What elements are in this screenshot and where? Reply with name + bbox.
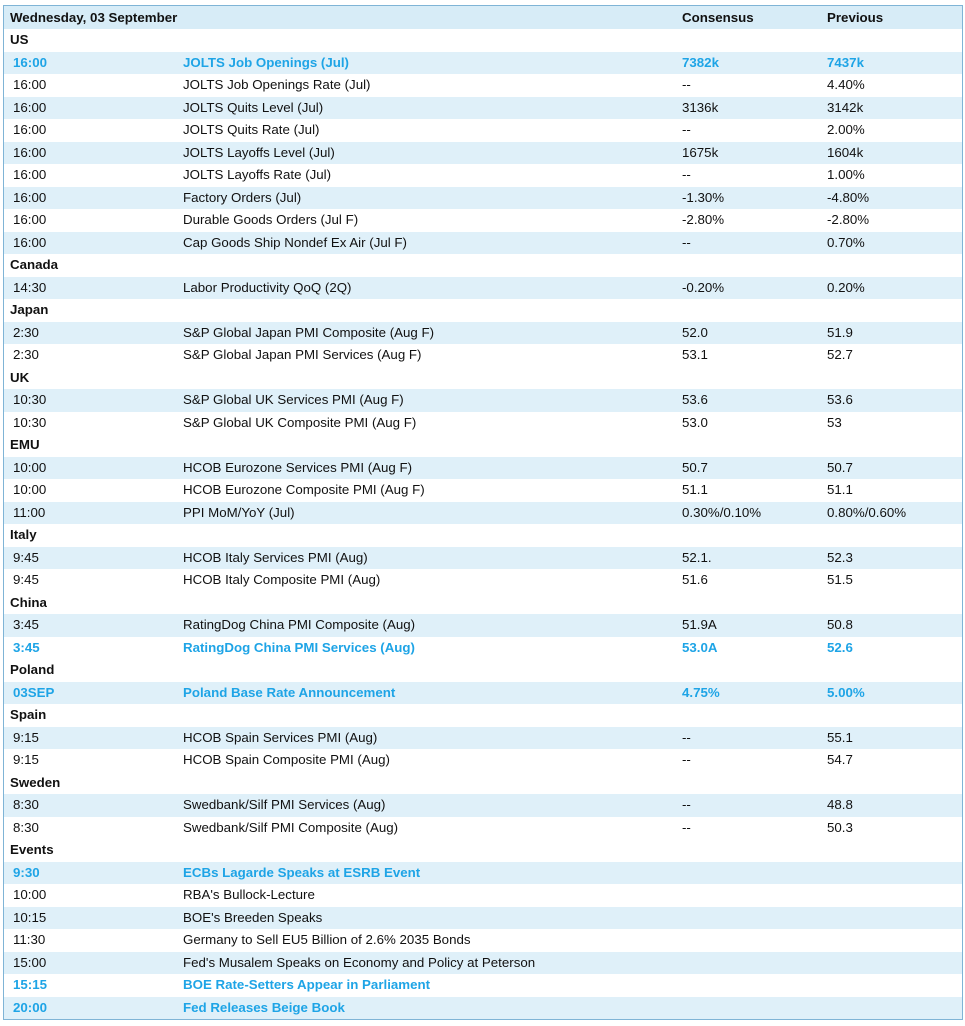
previous-column-header: Previous bbox=[827, 10, 884, 25]
previous-value: 50.7 bbox=[827, 459, 853, 475]
table-row-highlighted bbox=[4, 862, 962, 885]
event-name: Swedbank/Silf PMI Composite (Aug) bbox=[183, 819, 399, 835]
consensus-value: -- bbox=[682, 752, 691, 767]
event-name: PPI MoM/YoY (Jul) bbox=[183, 504, 295, 520]
region-header bbox=[4, 839, 962, 862]
previous-value: 48.8 bbox=[827, 797, 853, 812]
calendar-date: Wednesday, 03 September bbox=[10, 10, 178, 25]
previous-value: 54.7 bbox=[827, 752, 853, 767]
event-name: Factory Orders (Jul) bbox=[183, 189, 302, 205]
event-time: 2:30 bbox=[13, 347, 39, 362]
event-time: 8:30 bbox=[13, 797, 39, 812]
consensus-value: -- bbox=[682, 797, 691, 812]
previous-value: 4.40% bbox=[827, 77, 865, 92]
event-name: Durable Goods Orders (Jul F) bbox=[183, 212, 359, 227]
event-time: 9:15 bbox=[13, 729, 39, 745]
region-name: Sweden bbox=[10, 774, 61, 790]
event-name: ECBs Lagarde Speaks at ESRB Event bbox=[183, 864, 421, 880]
event-name: HCOB Eurozone Composite PMI (Aug F) bbox=[183, 482, 425, 497]
event-name: S&P Global Japan PMI Composite (Aug F) bbox=[183, 324, 435, 340]
previous-value: 3142k bbox=[827, 99, 864, 115]
event-time: 16:00 bbox=[13, 167, 47, 182]
event-time: 16:00 bbox=[13, 234, 47, 250]
region-header bbox=[4, 524, 962, 547]
region-name: Events bbox=[10, 842, 54, 857]
region-header bbox=[4, 592, 962, 615]
consensus-value: 7382k bbox=[682, 54, 719, 70]
consensus-value: 53.0 bbox=[682, 414, 708, 430]
consensus-value: 53.6 bbox=[682, 392, 708, 407]
event-time: 15:00 bbox=[13, 954, 47, 970]
event-time: 10:00 bbox=[13, 887, 47, 902]
event-name: JOLTS Job Openings Rate (Jul) bbox=[183, 77, 371, 92]
previous-value: 2.00% bbox=[827, 122, 865, 137]
previous-value: 5.00% bbox=[827, 684, 865, 700]
table-row bbox=[4, 232, 962, 255]
event-name: RBA's Bullock-Lecture bbox=[183, 887, 315, 902]
table-row bbox=[4, 569, 962, 592]
calendar-rows bbox=[4, 29, 962, 1019]
previous-value: 50.8 bbox=[827, 617, 853, 632]
table-row bbox=[4, 209, 962, 232]
previous-value: 0.70% bbox=[827, 234, 865, 250]
event-time: 3:45 bbox=[13, 617, 39, 632]
region-name: Japan bbox=[10, 302, 49, 317]
table-header bbox=[4, 6, 962, 29]
region-name: China bbox=[10, 594, 47, 610]
table-row bbox=[4, 277, 962, 300]
event-time: 03SEP bbox=[13, 684, 55, 700]
event-name: JOLTS Layoffs Level (Jul) bbox=[183, 144, 335, 160]
event-time: 11:30 bbox=[13, 932, 46, 947]
consensus-value: 1675k bbox=[682, 144, 719, 160]
table-row bbox=[4, 929, 962, 952]
event-name: JOLTS Layoffs Rate (Jul) bbox=[183, 167, 332, 182]
table-row bbox=[4, 389, 962, 412]
region-name: Poland bbox=[10, 662, 55, 677]
consensus-value: 51.1 bbox=[682, 482, 708, 497]
table-row bbox=[4, 74, 962, 97]
event-name: S&P Global UK Services PMI (Aug F) bbox=[183, 392, 404, 407]
region-header bbox=[4, 659, 962, 682]
consensus-value: -- bbox=[682, 234, 691, 250]
event-time: 10:00 bbox=[13, 482, 47, 497]
event-time: 16:00 bbox=[13, 189, 47, 205]
region-name: Spain bbox=[10, 707, 47, 722]
previous-value: 52.7 bbox=[827, 347, 853, 362]
event-time: 9:45 bbox=[13, 549, 39, 565]
previous-value: 1604k bbox=[827, 144, 864, 160]
consensus-value: -2.80% bbox=[682, 212, 725, 227]
event-name: Labor Productivity QoQ (2Q) bbox=[183, 279, 352, 295]
consensus-column-header: Consensus bbox=[682, 10, 754, 25]
table-row bbox=[4, 142, 962, 165]
event-name: RatingDog China PMI Composite (Aug) bbox=[183, 617, 416, 632]
event-time: 16:00 bbox=[13, 77, 47, 92]
consensus-value: 50.7 bbox=[682, 459, 708, 475]
table-row bbox=[4, 884, 962, 907]
previous-value: 52.6 bbox=[827, 639, 853, 655]
event-time: 10:15 bbox=[13, 909, 47, 925]
previous-value: -4.80% bbox=[827, 189, 870, 205]
event-name: Poland Base Rate Announcement bbox=[183, 684, 396, 700]
table-row bbox=[4, 749, 962, 772]
region-name: EMU bbox=[10, 437, 40, 452]
event-time: 9:15 bbox=[13, 752, 39, 767]
region-header bbox=[4, 772, 962, 795]
event-time: 16:00 bbox=[13, 122, 47, 137]
table-row bbox=[4, 794, 962, 817]
consensus-value: -- bbox=[682, 167, 691, 182]
consensus-value: -0.20% bbox=[682, 279, 725, 295]
event-name: HCOB Italy Composite PMI (Aug) bbox=[183, 572, 381, 587]
table-row bbox=[4, 187, 962, 210]
table-row bbox=[4, 547, 962, 570]
previous-value: 7437k bbox=[827, 54, 864, 70]
previous-value: 0.80%/0.60% bbox=[827, 504, 907, 520]
event-time: 10:00 bbox=[13, 459, 47, 475]
economic-calendar-table bbox=[3, 5, 963, 1020]
table-row bbox=[4, 817, 962, 840]
table-row-highlighted bbox=[4, 52, 962, 75]
previous-value: 52.3 bbox=[827, 549, 853, 565]
table-row-highlighted bbox=[4, 682, 962, 705]
previous-value: 53 bbox=[827, 414, 842, 430]
consensus-value: 53.1 bbox=[682, 347, 708, 362]
previous-value: 50.3 bbox=[827, 819, 853, 835]
event-time: 10:30 bbox=[13, 392, 47, 407]
event-name: Cap Goods Ship Nondef Ex Air (Jul F) bbox=[183, 234, 407, 250]
previous-value: -2.80% bbox=[827, 212, 870, 227]
region-header bbox=[4, 254, 962, 277]
table-row bbox=[4, 97, 962, 120]
table-row-highlighted bbox=[4, 637, 962, 660]
event-time: 10:30 bbox=[13, 414, 47, 430]
region-name: Italy bbox=[10, 527, 37, 542]
consensus-value: 53.0A bbox=[682, 639, 718, 655]
consensus-value: -- bbox=[682, 819, 691, 835]
event-name: HCOB Eurozone Services PMI (Aug F) bbox=[183, 459, 413, 475]
consensus-value: -- bbox=[682, 122, 691, 137]
consensus-value: -- bbox=[682, 77, 691, 92]
event-time: 3:45 bbox=[13, 639, 40, 655]
region-header bbox=[4, 299, 962, 322]
consensus-value: 51.9A bbox=[682, 617, 717, 632]
table-row bbox=[4, 457, 962, 480]
event-name: HCOB Italy Services PMI (Aug) bbox=[183, 549, 368, 565]
event-name: Fed's Musalem Speaks on Economy and Policy at Peterson bbox=[183, 954, 536, 970]
region-name: Canada bbox=[10, 257, 59, 272]
previous-value: 0.20% bbox=[827, 279, 865, 295]
consensus-value: 51.6 bbox=[682, 572, 708, 587]
consensus-value: 52.0 bbox=[682, 324, 708, 340]
consensus-value: 52.1. bbox=[682, 549, 712, 565]
table-row bbox=[4, 344, 962, 367]
event-name: Swedbank/Silf PMI Services (Aug) bbox=[183, 797, 386, 812]
region-header bbox=[4, 704, 962, 727]
previous-value: 1.00% bbox=[827, 167, 865, 182]
event-name: S&P Global Japan PMI Services (Aug F) bbox=[183, 347, 422, 362]
consensus-value: -1.30% bbox=[682, 189, 725, 205]
event-name: Germany to Sell EU5 Billion of 2.6% 2035 Bonds bbox=[183, 932, 471, 947]
table-row bbox=[4, 412, 962, 435]
previous-value: 53.6 bbox=[827, 392, 853, 407]
previous-value: 55.1 bbox=[827, 729, 853, 745]
event-name: HCOB Spain Services PMI (Aug) bbox=[183, 729, 378, 745]
consensus-value: 3136k bbox=[682, 99, 719, 115]
event-name: BOE Rate-Setters Appear in Parliament bbox=[183, 977, 431, 992]
event-name: JOLTS Job Openings (Jul) bbox=[183, 54, 349, 70]
region-header bbox=[4, 29, 962, 52]
previous-value: 51.5 bbox=[827, 572, 853, 587]
table-row bbox=[4, 119, 962, 142]
table-row bbox=[4, 479, 962, 502]
event-name: JOLTS Quits Rate (Jul) bbox=[183, 122, 320, 137]
event-name: Fed Releases Beige Book bbox=[183, 999, 345, 1015]
region-header bbox=[4, 434, 962, 457]
table-row-highlighted bbox=[4, 997, 962, 1020]
event-time: 20:00 bbox=[13, 999, 48, 1015]
event-time: 15:15 bbox=[13, 977, 48, 992]
table-row bbox=[4, 614, 962, 637]
consensus-value: 0.30%/0.10% bbox=[682, 504, 762, 520]
event-name: BOE's Breeden Speaks bbox=[183, 909, 323, 925]
event-time: 16:00 bbox=[13, 212, 47, 227]
event-name: JOLTS Quits Level (Jul) bbox=[183, 99, 324, 115]
table-row bbox=[4, 907, 962, 930]
consensus-value: 4.75% bbox=[682, 684, 720, 700]
region-header bbox=[4, 367, 962, 390]
event-time: 11:00 bbox=[13, 504, 46, 520]
event-time: 16:00 bbox=[13, 99, 47, 115]
table-row bbox=[4, 727, 962, 750]
event-time: 8:30 bbox=[13, 819, 39, 835]
event-time: 16:00 bbox=[13, 144, 47, 160]
table-row bbox=[4, 322, 962, 345]
event-time: 9:30 bbox=[13, 864, 40, 880]
previous-value: 51.1 bbox=[827, 482, 853, 497]
event-name: RatingDog China PMI Services (Aug) bbox=[183, 639, 415, 655]
event-name: S&P Global UK Composite PMI (Aug F) bbox=[183, 414, 417, 430]
region-name: UK bbox=[10, 369, 30, 385]
region-name: US bbox=[10, 32, 29, 47]
event-time: 2:30 bbox=[13, 324, 39, 340]
table-row bbox=[4, 952, 962, 975]
event-time: 9:45 bbox=[13, 572, 39, 587]
event-time: 16:00 bbox=[13, 54, 48, 70]
consensus-value: -- bbox=[682, 729, 691, 745]
table-row bbox=[4, 164, 962, 187]
table-row bbox=[4, 502, 962, 525]
event-time: 14:30 bbox=[13, 279, 47, 295]
table-row-highlighted bbox=[4, 974, 962, 997]
event-name: HCOB Spain Composite PMI (Aug) bbox=[183, 752, 390, 767]
previous-value: 51.9 bbox=[827, 324, 853, 340]
